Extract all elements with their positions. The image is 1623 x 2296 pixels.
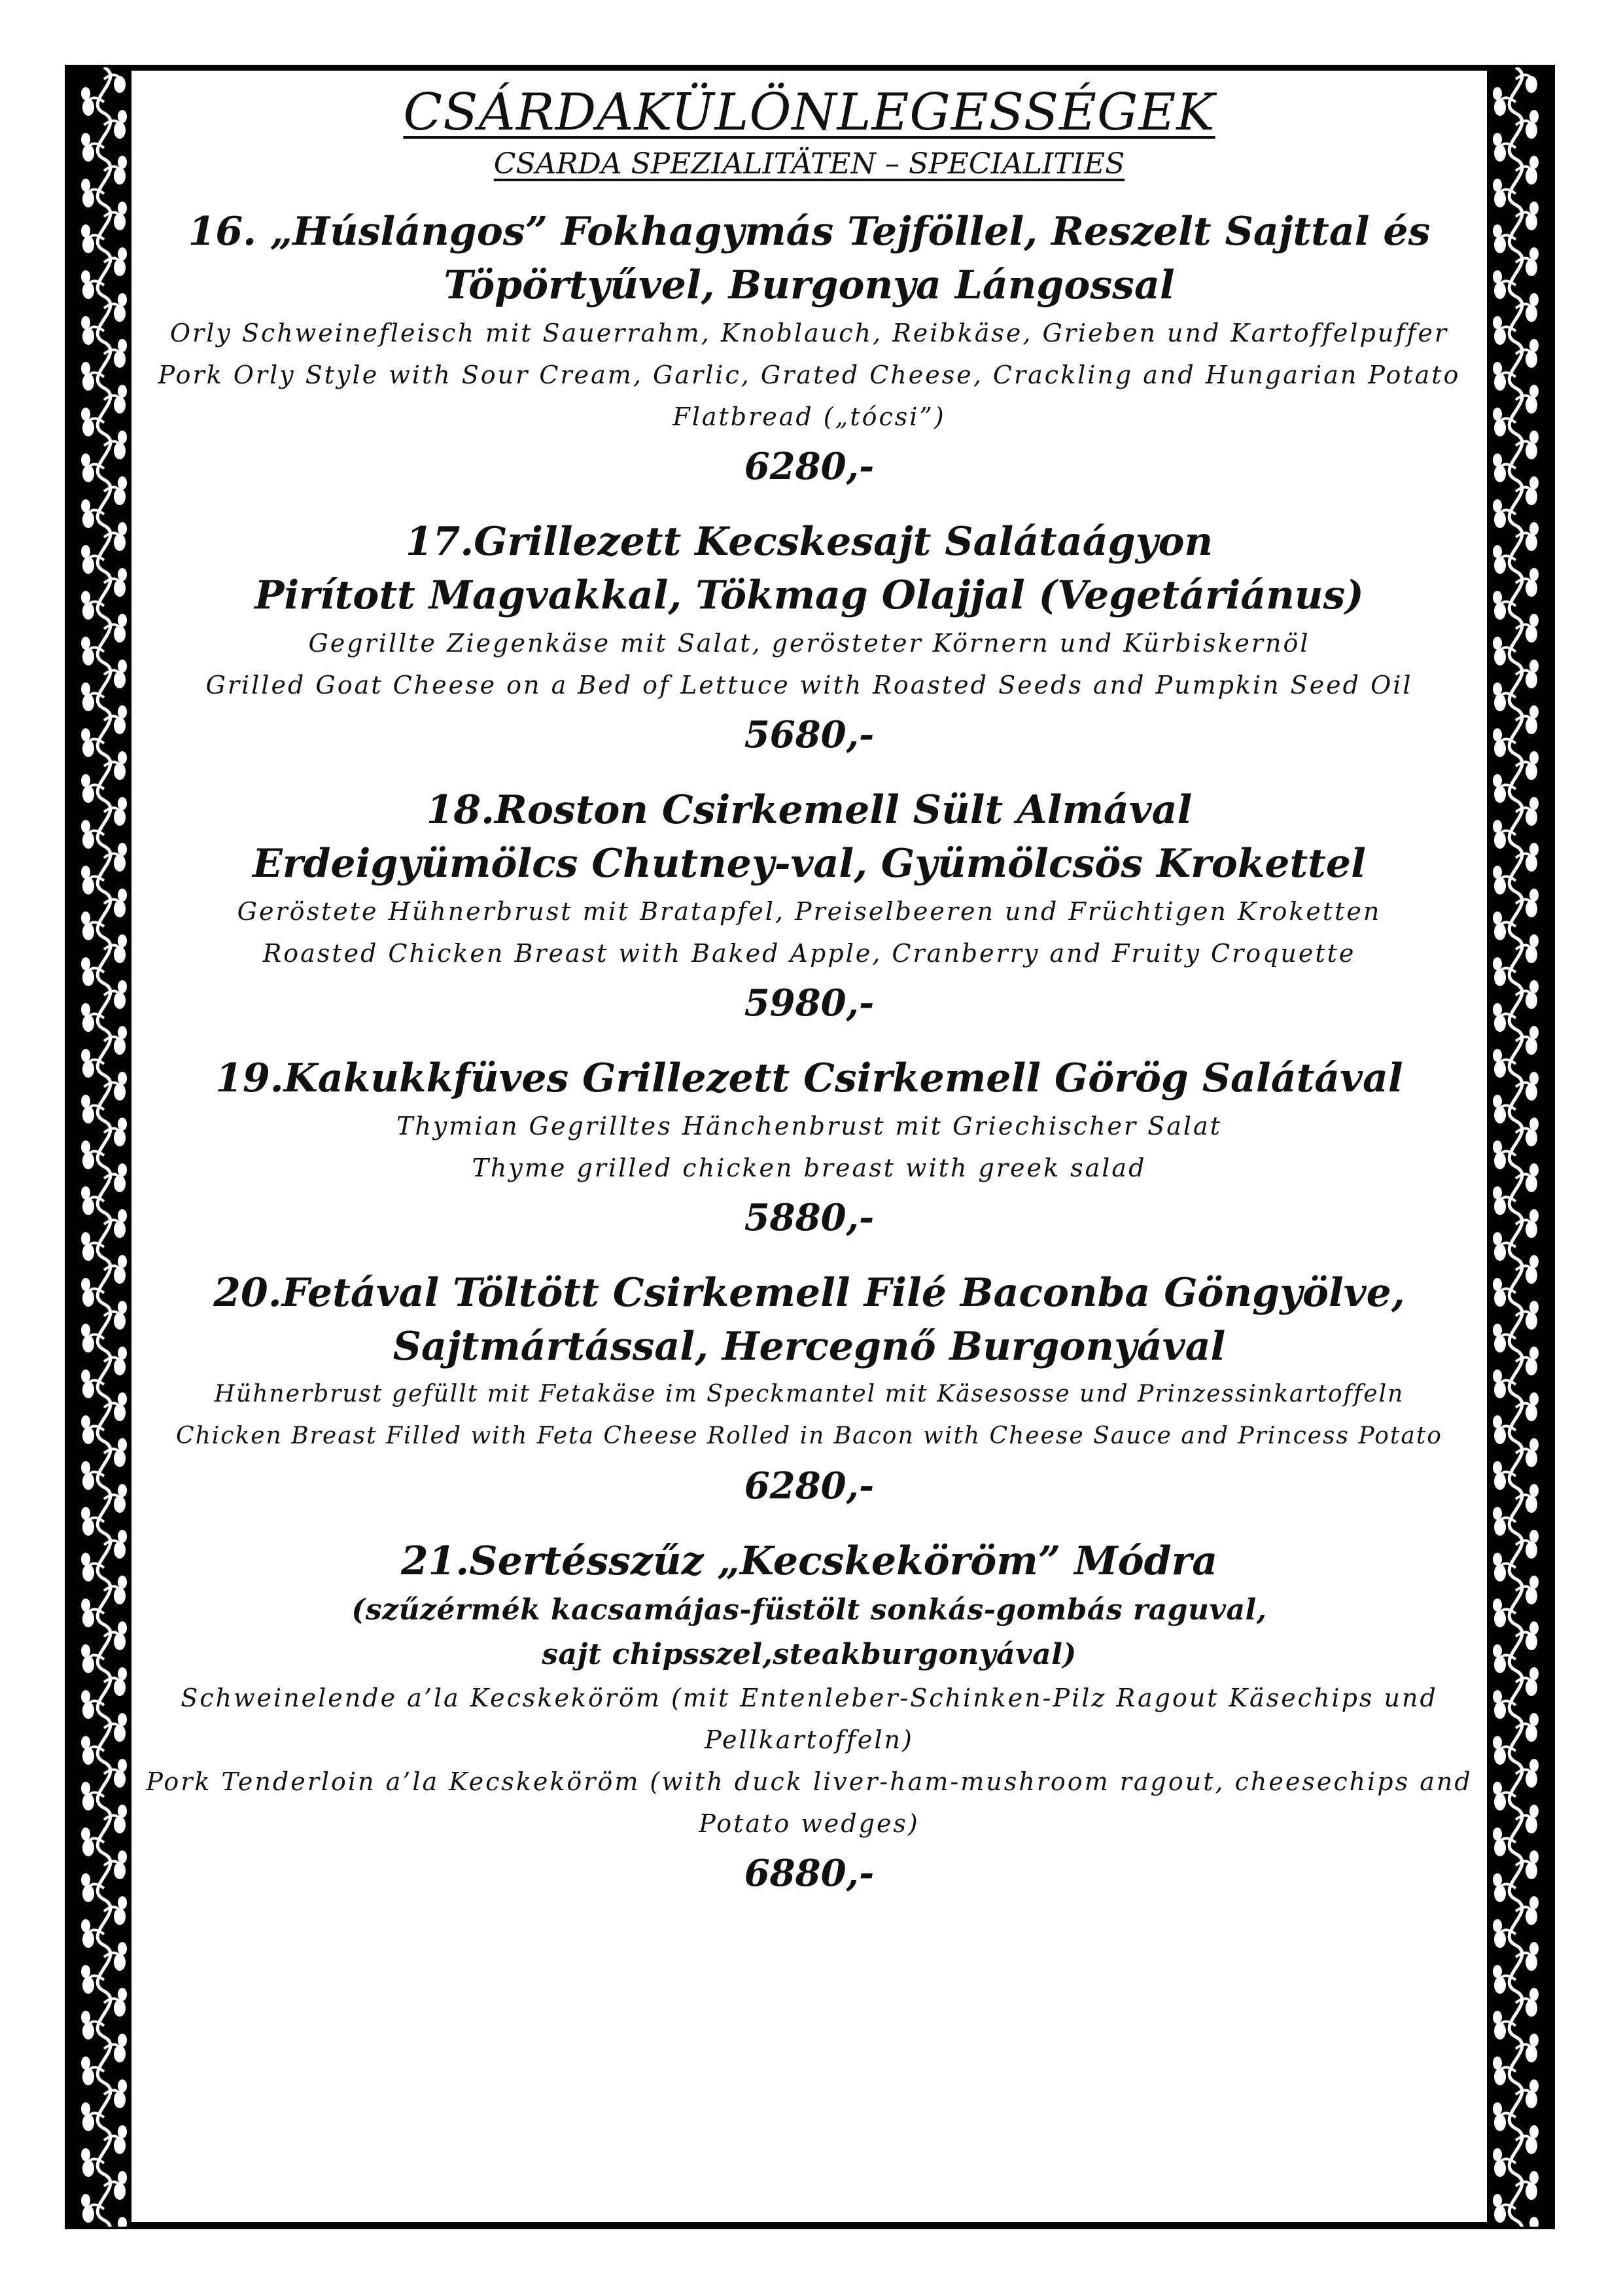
menu-item-17 [131,515,1487,761]
vine-ornament-svg [1486,67,1546,2227]
item-price: 6880,- [744,1851,875,1895]
item-price: 5880,- [744,1195,875,1239]
page-title: CSÁRDAKÜLÖNLEGESSÉGEK [403,83,1215,142]
item-description: Hühnerbrust gefüllt mit Fetakäse im Speckmantel mit Käsesosse und Prinzessinkartoffeln [214,1380,1405,1407]
item-description: Orly Schweinefleisch mit Sauerrahm, Knoblauch, Reibkäse, Grieben und Kartoffelpuffer [169,318,1449,347]
item-name: 21.Sertésszűz „Kecskeköröm” Módra [400,1538,1218,1584]
item-description: Thyme grilled chicken breast with greek salad [472,1153,1147,1182]
item-description: Pork Orly Style with Sour Cream, Garlic, Grated Cheese, Crackling and Hungarian Potato [158,360,1461,389]
page-subtitle: CSARDA SPEZIALITÄTEN – SPECIALITIES [493,147,1125,181]
item-price: 6280,- [744,444,875,488]
item-description: Potato wedges) [699,1809,920,1838]
menu-item-20 [131,1266,1487,1512]
menu-content [131,71,1487,1899]
item-price: 5680,- [744,713,875,756]
item-description: Geröstete Hühnerbrust mit Bratapfel, Preiselbeeren und Früchtigen Kroketten [237,896,1382,926]
item-description: Schweinelende a’la Kecskeköröm (mit Entenleber-Schinken-Pilz Ragout Käsechips und [181,1683,1438,1712]
menu-item-16 [131,205,1487,493]
vine-ornament-right-icon [1486,67,1546,2227]
menu-item-21 [131,1534,1487,1899]
item-name: 18.Roston Csirkemell Sült Almával [426,786,1193,833]
item-name: 16. „Húslángos” Fokhagymás Tejföllel, Reszelt Sajttal és [188,208,1431,255]
item-description: Chicken Breast Filled with Feta Cheese Rolled in Bacon with Cheese Sauce and Princess Potato [176,1422,1442,1449]
item-name: 20.Fetával Töltött Csirkemell Filé Baconba Göngyölve, [213,1269,1405,1316]
menu-panel [128,71,1491,2222]
item-subtitle: (szűzérmék kacsamájas-füstölt sonkás-gombás raguval, [351,1593,1267,1627]
item-description: Flatbread („tócsi”) [672,402,946,431]
item-description: Grilled Goat Cheese on a Bed of Lettuce with Roasted Seeds and Pumpkin Seed Oil [205,670,1413,699]
item-name: 19.Kakukkfüves Grillezett Csirkemell Görög Salátával [215,1055,1403,1101]
item-price: 6280,- [744,1464,875,1508]
item-name: Pirított Magvakkal, Tökmag Olajjal (Vegetáriánus) [254,572,1364,618]
item-description: Gegrillte Ziegenkäse mit Salat, gerösteter Körnern und Kürbiskernöl [308,628,1310,658]
item-description: Pork Tenderloin a’la Kecskeköröm (with duck liver-ham-mushroom ragout, cheesechips and [146,1767,1473,1796]
item-name: Töpörtyűvel, Burgonya Lángossal [444,262,1175,308]
vine-ornament-left-icon [74,67,134,2227]
menu-item-18 [131,783,1487,1029]
item-name: Sajtmártással, Hercegnő Burgonyával [393,1323,1226,1369]
menu-item-19 [131,1051,1487,1244]
item-description: Pellkartoffeln) [705,1725,914,1754]
item-description: Thymian Gegrilltes Hänchenbrust mit Griechischer Salat [396,1111,1222,1140]
item-name: Erdeigyümölcs Chutney-val, Gyümölcsös Krokettel [253,840,1366,887]
item-description: Roasted Chicken Breast with Baked Apple, Cranberry and Fruity Croquette [262,938,1356,968]
item-subtitle: sajt chipsszel,steakburgonyával) [542,1637,1077,1671]
vine-ornament-svg [74,67,134,2227]
item-name: 17.Grillezett Kecskesajt Salátaágyon [405,518,1213,565]
item-price: 5980,- [744,981,875,1025]
